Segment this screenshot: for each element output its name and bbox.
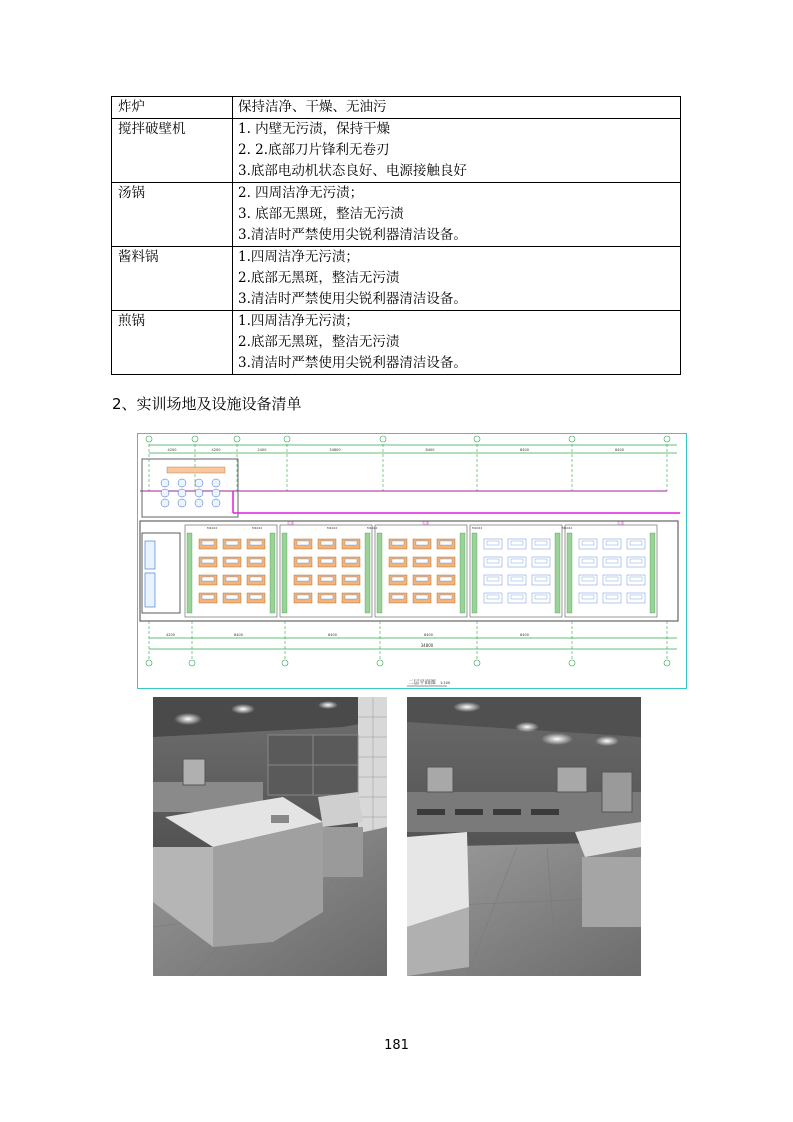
cleaning-standard-line: 1.四周洁净无污渍； (238, 313, 359, 329)
station-sink (297, 559, 309, 563)
station-sink (440, 595, 452, 599)
station-sink (250, 595, 262, 599)
wall-counter (365, 533, 370, 613)
station-sink (511, 541, 523, 545)
kitchen-rooms (185, 525, 657, 617)
cleaning-standard-line: 2.底部无黑斑，整洁无污渍 (238, 334, 400, 350)
section-heading: 2、实训场地及设施设备清单 (112, 395, 302, 413)
cleaning-standard-line: 2. 2.底部刀片锋利无卷刃 (238, 142, 390, 158)
wall-counter (460, 533, 465, 613)
meeting-table (161, 479, 169, 487)
wall-counter (377, 533, 382, 613)
door-label: M1022 (207, 526, 218, 530)
station-sink (606, 541, 618, 545)
meeting-table (161, 489, 169, 497)
kitchen-room (280, 525, 372, 617)
station-sink (416, 595, 428, 599)
dimension-label: 8400 (520, 448, 529, 452)
cleaning-standard-line: 1. 内壁无污渍，保持干燥 (238, 121, 391, 137)
station-sink (250, 577, 262, 581)
station-sink (487, 559, 499, 563)
station-sink (392, 541, 404, 545)
station-sink (321, 559, 333, 563)
axis-marker (377, 660, 383, 666)
station-sink (440, 559, 452, 563)
station-sink (535, 595, 547, 599)
cleaning-standard-line: 保持洁净、干燥、无油污 (238, 99, 387, 115)
dimension-label: 4200 (167, 448, 177, 452)
station-sink (345, 577, 357, 581)
wall-counter (282, 533, 287, 613)
station-sink (582, 541, 594, 545)
station-sink (606, 595, 618, 599)
table-row (112, 97, 681, 119)
axis-marker (569, 436, 575, 442)
cleaning-standard-cell (233, 97, 681, 119)
kitchen-room (375, 525, 467, 617)
station-sink (630, 541, 642, 545)
equipment-name-cell: 搅拌破壁机 (112, 119, 233, 183)
kitchen-photo-left (153, 697, 387, 976)
table-row (112, 119, 681, 183)
station-sink (606, 559, 618, 563)
station-sink (535, 559, 547, 563)
cleaning-standard-line: 1.四周洁净无污渍； (238, 249, 359, 265)
meeting-table (178, 479, 186, 487)
equipment-name-cell: 炸炉 (112, 97, 233, 119)
meeting-table (212, 479, 220, 487)
axis-marker (474, 436, 480, 442)
station-sink (202, 541, 214, 545)
station-sink (630, 577, 642, 581)
meeting-table (161, 499, 169, 507)
axis-marker (474, 660, 480, 666)
equipment-name-cell: 酱料锅 (112, 247, 233, 311)
station-sink (250, 541, 262, 545)
axis-marker (380, 436, 386, 442)
station-sink (440, 577, 452, 581)
station-sink (321, 577, 333, 581)
station-sink (440, 541, 452, 545)
cleaning-standard-line: 3.底部电动机状态良好、电源接触良好 (238, 163, 467, 179)
station-sink (297, 595, 309, 599)
station-sink (345, 595, 357, 599)
kitchen-photo-right (407, 697, 641, 976)
dimension-label: 34800 (329, 448, 341, 452)
equipment-cleaning-table (111, 96, 681, 375)
wall-counter (187, 533, 192, 613)
kitchen-room (470, 525, 562, 617)
wall-counter (270, 533, 275, 613)
station-sink (535, 541, 547, 545)
table-row (112, 311, 681, 375)
axis-marker (569, 660, 575, 666)
cleaning-standard-cell (233, 311, 681, 375)
station-sink (511, 559, 523, 563)
cleaning-standard-line: 2. 四周洁净无污渍； (238, 185, 364, 201)
axis-marker (284, 436, 290, 442)
station-sink (606, 577, 618, 581)
station-sink (226, 595, 238, 599)
total-dimension: 34800 (420, 643, 434, 648)
station-sink (321, 541, 333, 545)
station-sink (416, 541, 428, 545)
door-label: M1022 (252, 526, 263, 530)
equipment-name-cell: 汤锅 (112, 183, 233, 247)
station-sink (511, 577, 523, 581)
corridor-label: 走道 (287, 521, 294, 525)
station-sink (511, 595, 523, 599)
station-sink (202, 577, 214, 581)
floor-plan-scale: 1:100 (440, 681, 451, 685)
cleaning-standard-line: 3.清洁时严禁使用尖锐利器清洁设备。 (238, 227, 467, 243)
station-sink (487, 577, 499, 581)
axis-marker (192, 436, 198, 442)
table-row (112, 183, 681, 247)
meeting-table (212, 499, 220, 507)
station-sink (297, 577, 309, 581)
wall-counter (650, 533, 655, 613)
meeting-table (178, 489, 186, 497)
station-sink (416, 577, 428, 581)
wall-counter (472, 533, 477, 613)
station-sink (250, 559, 262, 563)
station-sink (582, 595, 594, 599)
cleaning-standard-cell (233, 247, 681, 311)
door-label: M1022 (327, 526, 338, 530)
meeting-table (195, 499, 203, 507)
station-sink (582, 559, 594, 563)
station-sink (630, 559, 642, 563)
wall-counter (567, 533, 572, 613)
corridor-label: 走道 (617, 521, 624, 525)
station-sink (416, 559, 428, 563)
equipment-name-cell: 煎锅 (112, 311, 233, 375)
door-label: M1022 (562, 526, 573, 530)
station-sink (297, 541, 309, 545)
meeting-table (178, 499, 186, 507)
meeting-table (195, 479, 203, 487)
corridor-label: 走道 (422, 521, 429, 525)
cleaning-standard-line: 3. 底部无黑斑，整洁无污渍 (238, 206, 404, 222)
axis-marker (146, 436, 152, 442)
table-row (112, 247, 681, 311)
axis-marker (189, 660, 195, 666)
station-sink (487, 595, 499, 599)
axis-marker (234, 436, 240, 442)
dimension-label: 8400 (328, 633, 337, 637)
station-sink (202, 595, 214, 599)
axis-marker (282, 660, 288, 666)
station-sink (226, 577, 238, 581)
station-sink (345, 559, 357, 563)
station-sink (226, 559, 238, 563)
meeting-table (212, 489, 220, 497)
dimension-label: 8400 (425, 448, 435, 452)
dimension-label: 8400 (615, 448, 624, 452)
axis-marker (146, 660, 152, 666)
dimension-label: 4200 (166, 633, 175, 637)
station-sink (582, 577, 594, 581)
dimension-label: 4200 (211, 448, 221, 452)
axis-marker (664, 660, 670, 666)
station-sink (321, 595, 333, 599)
station-sink (392, 559, 404, 563)
cleaning-standard-cell (233, 119, 681, 183)
page-number: 181 (384, 1038, 409, 1053)
cleaning-standard-line: 3.清洁时严禁使用尖锐利器清洁设备。 (238, 291, 467, 307)
kitchen-room (565, 525, 657, 617)
cleaning-standard-cell (233, 183, 681, 247)
dimension-label: 8400 (424, 633, 433, 637)
station-sink (630, 595, 642, 599)
door-label: M1022 (367, 526, 378, 530)
floor-plan-drawing (137, 433, 687, 689)
station-sink (535, 577, 547, 581)
axis-marker (664, 436, 670, 442)
wall-counter (555, 533, 560, 613)
cleaning-standard-line: 2.底部无黑斑，整洁无污渍 (238, 270, 400, 286)
dimension-label: 2400 (257, 448, 267, 452)
counter (167, 467, 225, 473)
cleaning-standard-line: 3.清洁时严禁使用尖锐利器清洁设备。 (238, 355, 467, 371)
station-sink (345, 541, 357, 545)
meeting-table (195, 489, 203, 497)
station-sink (392, 577, 404, 581)
dimension-label: 8400 (520, 633, 529, 637)
station-sink (487, 541, 499, 545)
station-sink (392, 595, 404, 599)
dimension-label: 8400 (234, 633, 243, 637)
floor-plan-title: 二层平面图 (408, 680, 436, 686)
kitchen-room (185, 525, 277, 617)
station-sink (226, 541, 238, 545)
door-label: M1022 (472, 526, 483, 530)
station-sink (202, 559, 214, 563)
